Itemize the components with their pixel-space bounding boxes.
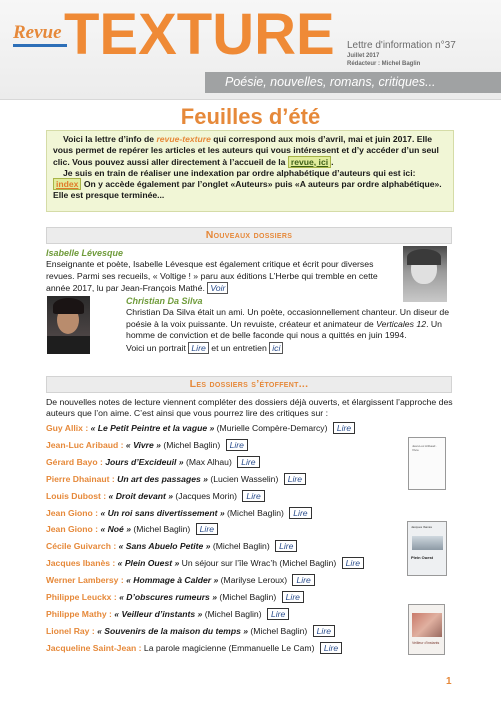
portrait-link[interactable]: Lire xyxy=(188,342,209,354)
critique-reviewer: (Michel Baglin) xyxy=(133,524,191,535)
critique-title: « Le Petit Peintre et la vague » xyxy=(90,423,215,433)
critique-author: Guy Allix : xyxy=(46,423,89,433)
lire-link[interactable]: Lire xyxy=(320,642,342,654)
lire-link[interactable]: Lire xyxy=(237,456,259,468)
critique-row xyxy=(46,608,289,620)
critique-author: Gérard Bayo : xyxy=(46,456,103,467)
critique-title: « Veilleur d’instants » xyxy=(114,608,203,619)
revue-link[interactable]: revue, ici xyxy=(288,156,331,168)
dossier-levesque xyxy=(46,248,396,295)
intro-text: Voici la lettre d’info de xyxy=(63,134,157,144)
book-cover-text: Jacques Ibanès xyxy=(411,525,433,529)
lire-link[interactable]: Lire xyxy=(196,523,218,535)
page-title: Feuilles d’été xyxy=(180,104,321,129)
intro-text: On y accède également par l’onglet «Auteurs» puis «A auteurs par ordre alphabétique». Elle est presque terminée... xyxy=(53,179,442,201)
index-link[interactable]: index xyxy=(53,178,81,190)
critique-row xyxy=(46,591,304,603)
intro-text: . xyxy=(331,156,334,167)
critique-author: Pierre Dhainaut : xyxy=(46,473,115,484)
critique-author: Philippe Leuckx : xyxy=(46,592,117,602)
site-name: revue-texture xyxy=(156,134,211,144)
critique-row xyxy=(46,540,297,552)
revue-title: Verticales 12 xyxy=(376,318,427,329)
brand-logo: TEXTURE xyxy=(64,2,335,67)
critique-reviewer: (Michel Baglin) xyxy=(219,592,277,602)
lire-link[interactable]: Lire xyxy=(289,507,311,519)
lire-link[interactable]: Lire xyxy=(284,473,306,485)
intro-paragraph-1 xyxy=(53,134,447,168)
critique-title: « Hommage à Calder » xyxy=(126,575,219,586)
lire-link[interactable]: Lire xyxy=(242,490,264,502)
critique-author: Lionel Ray : xyxy=(46,625,95,636)
intro-paragraph-3 xyxy=(53,179,447,202)
book-cover-vivre xyxy=(408,437,446,490)
dossier-description: Christian Da Silva était un ami. Un poète, occasionnellement chanteur. Un diseur de poésie à la voix puissante. Un revuiste, créateur et animateur de xyxy=(126,307,450,329)
critique-reviewer: (Michel Baglin) xyxy=(204,608,262,619)
critique-title: « Droit devant » xyxy=(108,490,174,501)
dossier-text xyxy=(126,307,454,354)
lire-link[interactable]: Lire xyxy=(267,608,289,620)
intro-paragraph-2: Je suis en train de réaliser une indexation par ordre alphabétique d’auteurs qui est ici: xyxy=(63,167,416,178)
critique-row xyxy=(46,439,248,451)
critique-author: Jacqueline Saint-Jean : xyxy=(46,642,142,653)
intro-text: qui correspond aux mois d’avril, mai et juin 2017. Elle vous permet de repérer les articles et les auteurs qui vous intéressent et d’y accéder d’un seul clic. Vous pouvez aussi aller directement à l’accueil de la xyxy=(53,134,439,167)
lire-link[interactable]: Lire xyxy=(313,625,335,637)
critique-row xyxy=(46,523,218,535)
critique-title: « Plein Ouest » xyxy=(117,558,180,569)
critique-title: « Souvenirs de la maison du temps » xyxy=(97,625,249,636)
revue-label: Revue xyxy=(13,22,62,43)
book-cover-veilleur xyxy=(408,604,445,655)
lire-link[interactable]: Lire xyxy=(333,422,355,434)
dossier-author: Christian Da Silva xyxy=(126,296,203,306)
critique-author: Jean Giono : xyxy=(46,507,99,518)
critique-row xyxy=(46,473,306,485)
newsletter-date: Juillet 2017 xyxy=(347,53,380,59)
voir-link[interactable]: Voir xyxy=(207,282,228,294)
dossier-description: Enseignante et poète, Isabelle Lévesque est également critique et écrit pour diverses revues. Parmi ses recueils, « Voltige ! » paru aux éditions L’Herbe qui tremble en cette année 2017, lu par Jean-François Mathé. xyxy=(46,259,378,294)
dossier-text xyxy=(46,259,396,294)
critique-reviewer: La parole magicienne (Emmanuelle Le Cam) xyxy=(143,642,315,653)
critique-row xyxy=(46,557,364,569)
critique-reviewer: (Max Alhau) xyxy=(185,456,232,467)
critique-author: Louis Dubost : xyxy=(46,490,107,501)
dossier-dasilva xyxy=(126,296,454,354)
critique-row xyxy=(46,456,260,468)
tagline: Poésie, nouvelles, romans, critiques... xyxy=(225,75,436,89)
critique-reviewer: (Lucien Wasselin) xyxy=(210,473,279,484)
critique-title: « Vivre » xyxy=(125,439,161,450)
book-cover-title: Veilleur d’instants xyxy=(412,641,440,645)
lire-link[interactable]: Lire xyxy=(342,557,364,569)
critique-reviewer: (Jacques Morin) xyxy=(175,490,238,501)
lire-link[interactable]: Lire xyxy=(275,540,297,552)
critique-reviewer: Un séjour sur l’île Wrac’h (Michel Baglin) xyxy=(181,558,337,569)
critique-row xyxy=(46,422,355,434)
critique-author: Jean-Luc Aribaud : xyxy=(46,439,124,450)
lire-link[interactable]: Lire xyxy=(292,574,314,586)
dossier-description: et un entretien xyxy=(211,342,267,353)
newsletter-info xyxy=(347,40,497,68)
lire-link[interactable]: Lire xyxy=(282,591,304,603)
critique-author: Jacques Ibanès : xyxy=(46,558,116,569)
critique-row xyxy=(46,490,265,502)
book-cover-text: Jean-Luc Aribaud · Vivre xyxy=(412,444,438,452)
critique-author: Werner Lambersy : xyxy=(46,575,124,586)
list-intro: De nouvelles notes de lecture viennent compléter des dossiers déjà ouverts, et élargissent l’approche des auteurs que l’on aime. C’est ainsi que vous pourrez lire des critiques sur : xyxy=(46,397,453,419)
critique-title: Un art des passages » xyxy=(117,473,208,484)
critique-title: « D’obscures rumeurs » xyxy=(119,592,217,602)
critique-reviewer: (Michel Baglin) xyxy=(163,439,221,450)
critique-reviewer: (Murielle Compère-Demarcy) xyxy=(216,423,328,433)
dasilva-photo xyxy=(47,296,90,354)
newsletter-editor: Rédacteur : Michel Baglin xyxy=(347,61,421,67)
critique-reviewer: (Michel Baglin) xyxy=(227,507,284,518)
critique-row xyxy=(46,574,315,586)
critique-reviewer: (Michel Baglin) xyxy=(212,541,270,552)
dossier-author: Isabelle Lévesque xyxy=(46,248,124,258)
dossier-description: Voici un portrait xyxy=(126,342,186,353)
critique-title: Jours d’Excideuil » xyxy=(105,456,184,467)
book-cover-title: Plein Ouest xyxy=(411,555,434,560)
critique-title: « Un roi sans divertissement » xyxy=(100,507,225,518)
page-number: 1 xyxy=(446,676,452,687)
critique-title: « Sans Abuelo Petite » xyxy=(118,541,211,552)
interview-link[interactable]: ici xyxy=(269,342,283,354)
critique-row xyxy=(46,642,342,654)
critique-author: Cécile Guivarch : xyxy=(46,541,117,552)
critique-row xyxy=(46,625,335,637)
critique-row xyxy=(46,507,312,519)
book-cover-plein-ouest xyxy=(407,521,447,576)
critique-author: Jean Giono : xyxy=(46,524,99,535)
critique-reviewer: (Michel Baglin) xyxy=(250,625,308,636)
intro-box xyxy=(46,130,454,212)
levesque-photo xyxy=(403,246,447,302)
section-growing-dossiers: Les dossiers s’étoffent... xyxy=(46,376,452,393)
critique-reviewer: (Marilyse Leroux) xyxy=(220,575,288,586)
dossier-description: . Un homme de conviction et de belle faconde qui nous a quittés en juin 1994. xyxy=(126,318,442,341)
lire-link[interactable]: Lire xyxy=(226,439,248,451)
critique-title: « Noé » xyxy=(100,524,132,535)
newsletter-number: Lettre d'information n°37 xyxy=(347,40,456,51)
revue-underline xyxy=(13,44,67,47)
critique-author: Philippe Mathy : xyxy=(46,608,112,619)
section-new-dossiers: Nouveaux dossiers xyxy=(46,227,452,244)
